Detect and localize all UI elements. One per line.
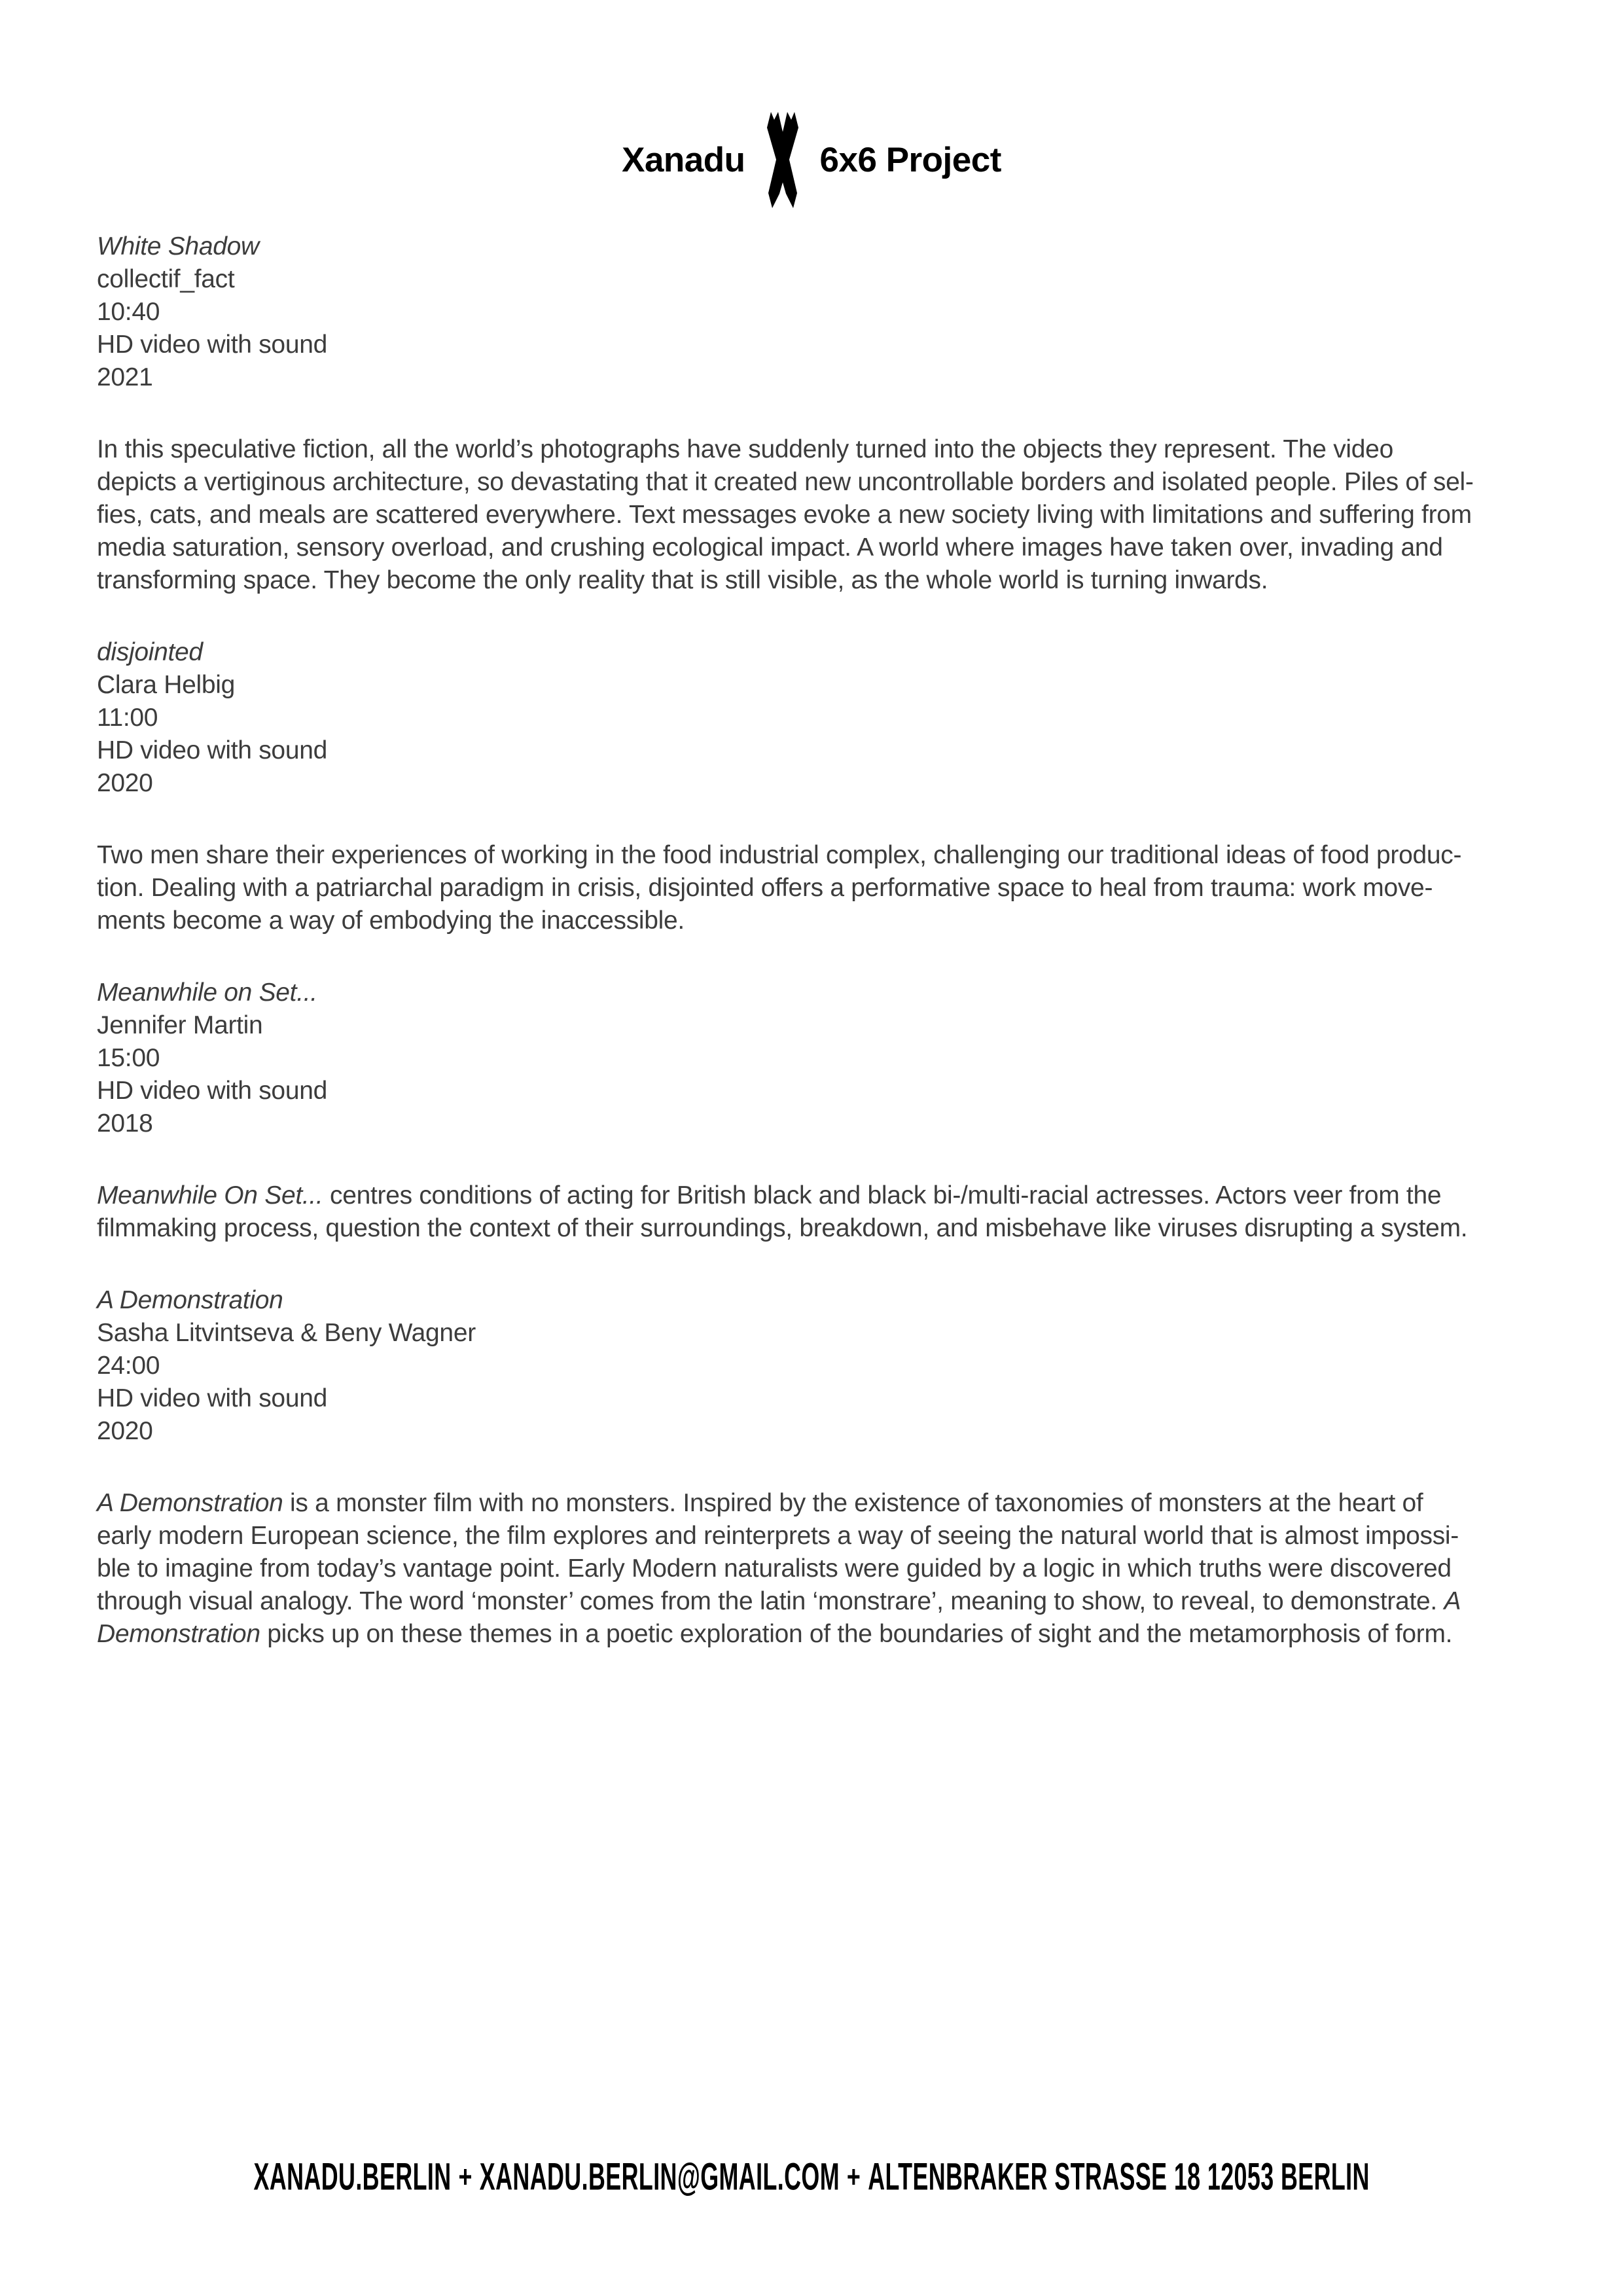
plus-separator-icon: + <box>846 2159 861 2194</box>
footer-contact-line <box>253 2153 1369 2198</box>
description-line: ments become a way of embodying the inaccessible. <box>97 906 685 935</box>
film-entry <box>97 230 1531 597</box>
film-duration: 15:00 <box>97 1044 160 1072</box>
film-format: HD video with sound <box>97 1077 327 1105</box>
film-year: 2021 <box>97 363 153 391</box>
film-duration: 11:00 <box>97 704 158 732</box>
film-meta-block <box>97 1284 1531 1448</box>
film-description <box>97 1487 1531 1651</box>
film-title: White Shadow <box>97 232 259 260</box>
description-line: Demonstration picks up on these themes in a poetic exploration of the boundaries of sight and the metamorphosis of form. <box>97 1620 1453 1648</box>
film-description <box>97 1179 1531 1245</box>
film-duration: 24:00 <box>97 1352 160 1380</box>
description-line: fies, cats, and meals are scattered everywhere. Text messages evoke a new society living with limitations and suffering from <box>97 501 1472 529</box>
film-format: HD video with sound <box>97 331 327 359</box>
film-duration: 10:40 <box>97 298 160 326</box>
description-line: through visual analogy. The word ‘monster’ comes from the latin ‘monstrare’, meaning to show, to reveal, to demonstrate. A <box>97 1587 1461 1615</box>
film-title: A Demonstration <box>97 1286 283 1314</box>
film-format: HD video with sound <box>97 1384 327 1412</box>
description-line: early modern European science, the film explores and reinterprets a way of seeing the natural world that is almost impossi- <box>97 1522 1459 1550</box>
film-artist: Clara Helbig <box>97 671 235 699</box>
document-header <box>0 0 1623 209</box>
description-line: transforming space. They become the only reality that is still visible, as the whole world is turning inwards. <box>97 566 1268 594</box>
film-year: 2020 <box>97 1417 153 1445</box>
film-year: 2020 <box>97 769 153 797</box>
description-line: depicts a vertiginous architecture, so devastating that it created new uncontrollable borders and isolated people. Piles of sel- <box>97 468 1474 496</box>
film-artist: Jennifer Martin <box>97 1011 263 1039</box>
description-line: tion. Dealing with a patriarchal paradigm in crisis, disjointed offers a performative space to heal from trauma: work move- <box>97 874 1433 902</box>
film-artist: collectif_fact <box>97 265 235 293</box>
film-title: Meanwhile on Set... <box>97 978 317 1007</box>
document-footer <box>0 2154 1623 2198</box>
film-list <box>0 209 1623 1651</box>
x-cross-logo-icon <box>762 110 803 209</box>
footer-part: ALTENBRAKER STRASSE 18 12053 BERLIN <box>868 2154 1370 2198</box>
film-title: disjointed <box>97 638 203 666</box>
film-description <box>97 839 1531 937</box>
footer-part: XANADU.BERLIN@GMAIL.COM <box>479 2154 840 2198</box>
description-line: A Demonstration is a monster film with no monsters. Inspired by the existence of taxonomies of monsters at the heart of <box>97 1489 1423 1517</box>
film-meta-block <box>97 977 1531 1140</box>
plus-separator-icon: + <box>458 2159 473 2194</box>
footer-part: XANADU.BERLIN <box>253 2154 452 2198</box>
description-line: Meanwhile On Set... centres conditions of acting for British black and black bi-/multi-racial actresses. Actors veer from the <box>97 1181 1442 1210</box>
description-line: ble to imagine from today’s vantage point. Early Modern naturalists were guided by a logic in which truths were discovered <box>97 1554 1452 1583</box>
description-line: In this speculative fiction, all the world’s photographs have suddenly turned into the objects they represent. The video <box>97 435 1393 463</box>
film-year: 2018 <box>97 1109 153 1138</box>
film-artist: Sasha Litvintseva & Beny Wagner <box>97 1319 476 1347</box>
description-line: filmmaking process, question the context of their surroundings, breakdown, and misbehave like viruses disrupting a system. <box>97 1214 1468 1242</box>
film-entry <box>97 1284 1531 1651</box>
film-entry <box>97 636 1531 937</box>
header-title-right: 6x6 Project <box>819 140 1001 179</box>
film-entry <box>97 977 1531 1245</box>
header-title-left: Xanadu <box>622 140 745 179</box>
description-line: Two men share their experiences of working in the food industrial complex, challenging our traditional ideas of food produc- <box>97 841 1462 869</box>
film-meta-block <box>97 636 1531 800</box>
film-format: HD video with sound <box>97 736 327 764</box>
film-description <box>97 433 1531 597</box>
film-meta-block <box>97 230 1531 394</box>
description-line: media saturation, sensory overload, and crushing ecological impact. A world where images have taken over, invading and <box>97 533 1443 562</box>
